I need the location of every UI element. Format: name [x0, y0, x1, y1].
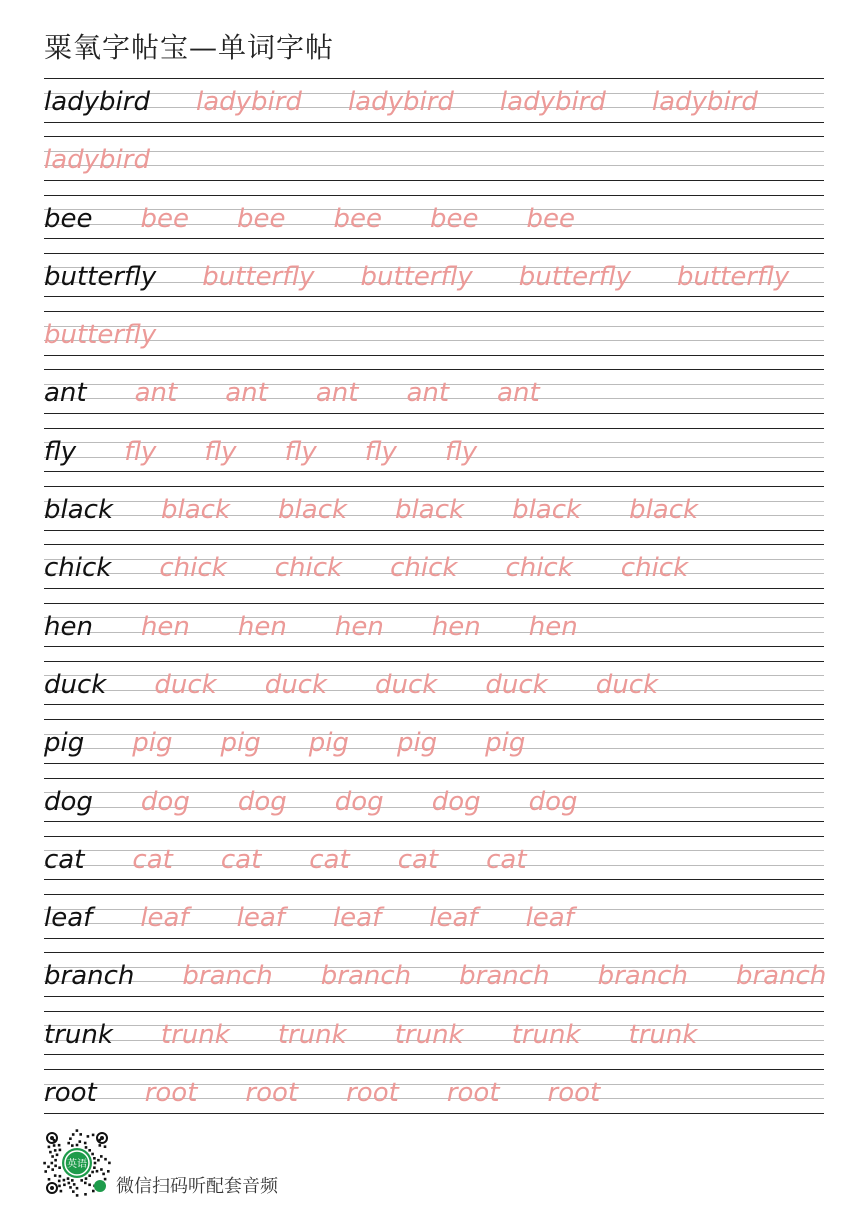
qr-dot [88, 1149, 91, 1152]
guide-line [44, 719, 824, 720]
qr-dot [100, 1155, 103, 1158]
trace-word: pig [308, 728, 349, 759]
qr-dot [47, 1166, 50, 1169]
word-line [44, 432, 525, 472]
guide-line [44, 778, 824, 779]
trace-word: fly [284, 436, 317, 467]
qr-dot [56, 1154, 59, 1157]
trace-word: ant [225, 378, 268, 409]
trace-word: cat [486, 844, 527, 875]
model-word: ant [44, 378, 87, 409]
qr-dot [92, 1134, 95, 1137]
trace-word: duck [154, 669, 217, 700]
footer-text: 微信扫码听配套音频 [116, 1176, 278, 1197]
qr-dot [54, 1149, 57, 1152]
qr-dot [69, 1186, 72, 1189]
model-word: chick [44, 553, 112, 584]
qr-dot [104, 1178, 107, 1181]
trace-word: branch [597, 961, 688, 992]
qr-dot [104, 1145, 107, 1148]
trace-word: trunk [277, 1019, 347, 1050]
trace-word: black [512, 495, 582, 526]
trace-word: cat [397, 844, 439, 875]
qr-dot [100, 1168, 103, 1171]
trace-word: branch [735, 961, 827, 992]
qr-dot [63, 1179, 66, 1182]
trace-word: ladybird [44, 145, 150, 176]
model-word: hen [44, 611, 93, 642]
trace-word: dog [140, 786, 190, 817]
qr-dot [72, 1133, 75, 1136]
qr-dot [84, 1182, 87, 1185]
word-line [44, 723, 573, 763]
practice-rows [44, 78, 827, 1127]
practice-row [44, 311, 824, 369]
qr-dot [44, 1170, 47, 1173]
qr-dot [93, 1166, 96, 1169]
qr-dot [84, 1142, 87, 1145]
trace-word: ladybird [347, 87, 454, 117]
qr-dot [80, 1179, 83, 1182]
word-line [44, 315, 202, 355]
trace-word: dog [528, 786, 578, 817]
trace-word: leaf [140, 903, 189, 934]
trace-word: dog [431, 786, 481, 817]
word-line [44, 82, 804, 122]
trace-word: duck [595, 669, 659, 700]
trace-word: pig [132, 728, 173, 759]
qr-code-icon[interactable] [42, 1128, 112, 1198]
word-line [44, 548, 736, 588]
word-line [44, 782, 626, 822]
trace-word: black [278, 495, 348, 526]
qr-dot [72, 1190, 75, 1193]
trace-word: branch [320, 961, 412, 992]
practice-row [44, 136, 824, 194]
guide-line [44, 603, 824, 604]
trace-word: root [446, 1078, 500, 1109]
footer [42, 1128, 442, 1198]
qr-dot [76, 1194, 79, 1197]
word-line [44, 257, 835, 297]
trace-word: cat [309, 844, 350, 875]
guide-line [44, 78, 824, 79]
word-line [44, 898, 622, 938]
qr-dot [91, 1171, 94, 1174]
qr-dot [91, 1153, 94, 1156]
qr-dot [59, 1175, 62, 1178]
qr-dot [51, 1168, 54, 1171]
qr-dot [53, 1144, 56, 1147]
trace-word: dog [237, 786, 287, 817]
guide-line [44, 428, 824, 429]
qr-badge-text: 英语 [67, 1159, 87, 1170]
trace-word: trunk [628, 1019, 698, 1050]
qr-dot [107, 1170, 110, 1173]
qr-dot [97, 1159, 100, 1162]
trace-word: ladybird [499, 87, 606, 117]
trace-word: butterfly [202, 261, 315, 292]
trace-word: chick [159, 553, 227, 584]
trace-word: pig [396, 728, 438, 759]
qr-dot [85, 1177, 88, 1180]
qr-dot [51, 1155, 54, 1158]
model-word: branch [44, 961, 135, 992]
trace-word: leaf [236, 903, 285, 934]
qr-dot [76, 1144, 79, 1147]
model-word: duck [44, 669, 107, 700]
qr-dot [85, 1146, 88, 1149]
model-word: butterfly [44, 261, 157, 292]
word-line [44, 607, 626, 647]
qr-dot [58, 1166, 61, 1169]
trace-word: hen [431, 611, 481, 642]
practice-row [44, 778, 824, 836]
model-word: dog [44, 786, 93, 817]
qr-dot [108, 1162, 111, 1165]
practice-row [44, 719, 824, 777]
practice-row [44, 603, 824, 661]
model-word: leaf [44, 903, 93, 934]
word-line [44, 199, 623, 239]
trace-word: chick [620, 553, 689, 584]
trace-word: ant [134, 378, 178, 409]
qr-dot [54, 1159, 57, 1162]
qr-dot [69, 1137, 72, 1140]
qr-dot [94, 1162, 97, 1165]
trace-word: hen [237, 611, 287, 642]
word-line [44, 1015, 745, 1055]
trace-word: trunk [511, 1019, 581, 1050]
model-word: black [44, 495, 114, 526]
guide-line [44, 661, 824, 662]
trace-word: cat [220, 844, 262, 875]
qr-finder-center [50, 1186, 54, 1190]
qr-dot [79, 1140, 82, 1143]
trace-word: root [245, 1078, 299, 1109]
practice-row [44, 661, 824, 719]
qr-dot [79, 1133, 82, 1136]
trace-word: fly [124, 436, 157, 467]
model-word: cat [44, 844, 85, 875]
trace-word: ant [497, 378, 540, 409]
qr-dot [96, 1170, 99, 1173]
qr-dot [49, 1151, 52, 1154]
qr-dot [71, 1179, 74, 1182]
word-line [44, 1073, 648, 1113]
trace-word: leaf [429, 903, 478, 934]
practice-row [44, 195, 824, 253]
guide-line [44, 253, 824, 254]
practice-row [44, 544, 824, 602]
qr-dot [87, 1135, 90, 1138]
trace-word: trunk [160, 1019, 230, 1050]
guide-line [44, 1011, 824, 1012]
word-line [44, 840, 575, 880]
qr-dot [99, 1139, 102, 1142]
trace-word: butterfly [518, 261, 631, 292]
qr-dot [71, 1144, 74, 1147]
trace-word: root [144, 1078, 198, 1109]
trace-word: butterfly [677, 261, 790, 292]
practice-row [44, 1011, 824, 1069]
qr-dot [73, 1183, 76, 1186]
guide-line [44, 486, 824, 487]
qr-dot [76, 1129, 79, 1132]
qr-dot [99, 1144, 102, 1147]
practice-row [44, 428, 824, 486]
practice-row [44, 253, 824, 311]
practice-row [44, 369, 824, 427]
practice-row [44, 894, 824, 952]
trace-word: cat [132, 844, 173, 875]
practice-row [44, 836, 824, 894]
guide-line [44, 311, 824, 312]
practice-row [44, 1069, 824, 1127]
qr-dot [51, 1162, 54, 1165]
model-word: ladybird [44, 87, 150, 117]
qr-dot [58, 1180, 61, 1183]
trace-word: hen [140, 611, 190, 642]
trace-word: duck [485, 669, 548, 700]
trace-word: root [547, 1078, 601, 1109]
trace-word: bee [333, 203, 382, 234]
guide-line [44, 952, 824, 953]
trace-word: duck [264, 669, 328, 700]
word-line [44, 373, 588, 413]
qr-dot [93, 1157, 96, 1160]
word-line [44, 140, 196, 180]
trace-word: butterfly [44, 320, 157, 351]
guide-line [44, 369, 824, 370]
qr-dot [67, 1142, 70, 1145]
trace-word: bee [237, 203, 286, 234]
qr-dot [67, 1177, 70, 1180]
trace-word: bee [430, 203, 479, 234]
word-line [44, 956, 868, 996]
trace-word: fly [444, 436, 478, 467]
practice-row [44, 486, 824, 544]
model-word: root [44, 1078, 97, 1109]
word-line [44, 490, 746, 530]
qr-dot [54, 1165, 57, 1168]
trace-word: pig [220, 728, 261, 759]
practice-row [44, 78, 824, 136]
qr-corner-badge [94, 1180, 106, 1192]
trace-word: fly [204, 436, 237, 467]
trace-word: leaf [332, 903, 382, 934]
qr-dot [102, 1173, 105, 1176]
qr-dot [84, 1193, 87, 1196]
trace-word: root [346, 1078, 399, 1109]
qr-dot [48, 1146, 51, 1149]
trace-word: butterfly [360, 261, 473, 292]
trace-word: hen [528, 611, 578, 642]
qr-dot [53, 1139, 56, 1142]
trace-word: bee [526, 203, 575, 234]
trace-word: branch [182, 961, 273, 992]
guide-line [44, 894, 824, 895]
trace-word: ant [406, 378, 450, 409]
trace-word: hen [334, 611, 384, 642]
trace-word: ladybird [195, 87, 302, 117]
qr-dot [68, 1182, 71, 1185]
trace-word: fly [364, 436, 397, 467]
guide-line [44, 136, 824, 137]
trace-word: leaf [525, 903, 574, 934]
qr-dot [63, 1184, 66, 1187]
trace-word: pig [485, 728, 526, 759]
trace-word: chick [390, 553, 458, 584]
qr-dot [59, 1149, 62, 1152]
guide-line [44, 1069, 824, 1070]
model-word: bee [44, 203, 93, 234]
trace-word: black [395, 495, 465, 526]
qr-dot [104, 1158, 107, 1161]
qr-dot [76, 1187, 79, 1190]
trace-word: black [161, 495, 231, 526]
qr-dot [43, 1162, 46, 1165]
practice-row [44, 952, 827, 1010]
qr-dot [54, 1174, 57, 1177]
qr-dot [88, 1184, 91, 1187]
trace-word: duck [375, 669, 438, 700]
trace-word: chick [505, 553, 573, 584]
trace-word: ant [315, 378, 359, 409]
qr-dot [60, 1190, 63, 1193]
qr-dot [58, 1185, 61, 1188]
model-word: fly [44, 436, 77, 467]
qr-dot [88, 1174, 91, 1177]
qr-dot [58, 1144, 61, 1147]
trace-word: trunk [394, 1019, 464, 1050]
trace-word: chick [274, 553, 343, 584]
trace-word: dog [334, 786, 384, 817]
model-word: trunk [44, 1019, 113, 1050]
model-word: pig [44, 728, 85, 759]
guide-line [44, 544, 824, 545]
guide-line [44, 836, 824, 837]
page-title: 粟氧字帖宝—单词字帖 [44, 31, 335, 64]
guide-line [44, 195, 824, 196]
trace-word: black [629, 495, 699, 526]
trace-word: ladybird [651, 87, 758, 117]
word-line [44, 665, 706, 705]
qr-dot [48, 1178, 51, 1181]
qr-dot [92, 1190, 95, 1193]
trace-word: branch [459, 961, 550, 992]
trace-word: bee [140, 203, 189, 234]
